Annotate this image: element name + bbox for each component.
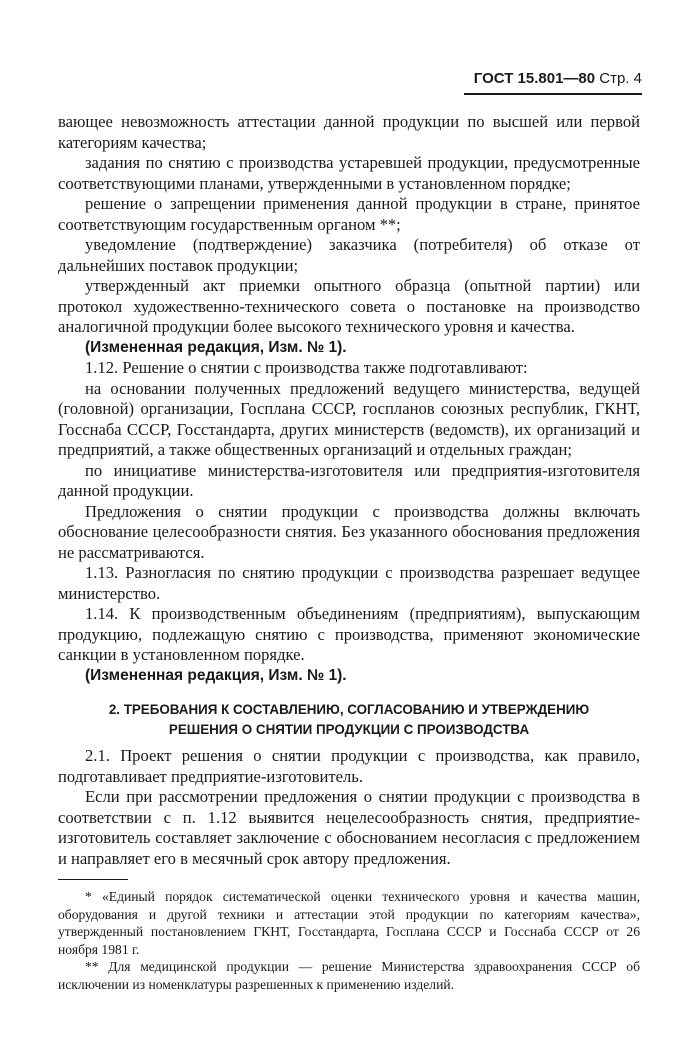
paragraph: решение о запрещении применения данной продукции в стране, принятое соответствующим государственным органом **; [58,194,640,234]
section-heading-line: РЕШЕНИЯ О СНЯТИИ ПРОДУКЦИИ С ПРОИЗВОДСТВА [168,722,530,737]
paragraph: задания по снятию с производства устаревшей продукции, предусмотренные соответствующими планами, утвержденными в установленном порядке; [58,153,640,193]
footnote-2: ** Для медицинской продукции — решение Министерства здравоохранения СССР об исключении из номенклатуры разрешенных к применению изделий. [58,959,640,992]
document-body [58,112,640,993]
section-heading-line: 2. ТРЕБОВАНИЯ К СОСТАВЛЕНИЮ, СОГЛАСОВАНИЮ И УТВЕРЖДЕНИЮ [108,702,590,717]
footnote-1: * «Единый порядок систематической оценки технического уровня и качества машин, оборудования и другой техники и аттестации этой продукции по категориям качества», утвержденный постановлением ГКНТ, Госстандарта, Госплана СССР и Госснаба СССР от 26 ноября 1981 г. [58,889,640,957]
section-2-heading [58,700,640,740]
paragraph: на основании полученных предложений ведущего министерства, ведущей (головной) организации, Госплана СССР, госпланов союзных республик, ГКНТ, Госснаба СССР, Госстандарта, других министерств (ведомств), их организаций и предприятий, а также общественных организаций и отдельных граждан; [58,378,640,459]
paragraph: утвержденный акт приемки опытного образца (опытной партии) или протокол художественно-технического совета о постановке на производство аналогичной продукции более высокого технического уровня и качества. [58,276,640,336]
page-number: Стр. 4 [599,70,642,87]
amendment-note: (Измененная редакция, Изм. № 1). [85,666,347,684]
standard-number: ГОСТ 15.801—80 [473,70,596,87]
paragraph: Предложения о снятии продукции с производства должны включать обоснование целесообразности снятия. Без указанного обоснования предложения не рассматриваются. [58,501,640,562]
paragraph: по инициативе министерства-изготовителя или предприятия-изготовителя данной продукции. [58,460,640,500]
page-header [464,70,642,95]
amendment-note: (Измененная редакция, Изм. № 1). [85,338,347,356]
clause-1-13: 1.13. Разногласия по снятию продукции с производства разрешает ведущее министерство. [58,563,640,603]
paragraph: вающее невозможность аттестации данной продукции по высшей или первой категориям качества; [58,112,640,152]
footnote-divider [58,879,128,880]
paragraph: уведомление (подтверждение) заказчика (потребителя) об отказе от дальнейших поставок продукции; [58,235,640,275]
paragraph: Если при рассмотрении предложения о снятии продукции с производства в соответствии с п. 1.12 выявится нецелесообразность снятия, предприятие-изготовитель составляет заключение с обоснованием несогласия с предложением и направляет его в месячный срок автору предложения. [58,787,640,868]
clause-1-14: 1.14. К производственным объединениям (предприятиям), выпускающим продукцию, подлежащую снятию с производства, применяют экономические санкции в установленном порядке. [58,604,640,664]
clause-2-1: 2.1. Проект решения о снятии продукции с производства, как правило, подготавливает предприятие-изготовитель. [58,746,640,786]
clause-1-12: 1.12. Решение о снятии с производства также подготавливают: [85,358,528,377]
